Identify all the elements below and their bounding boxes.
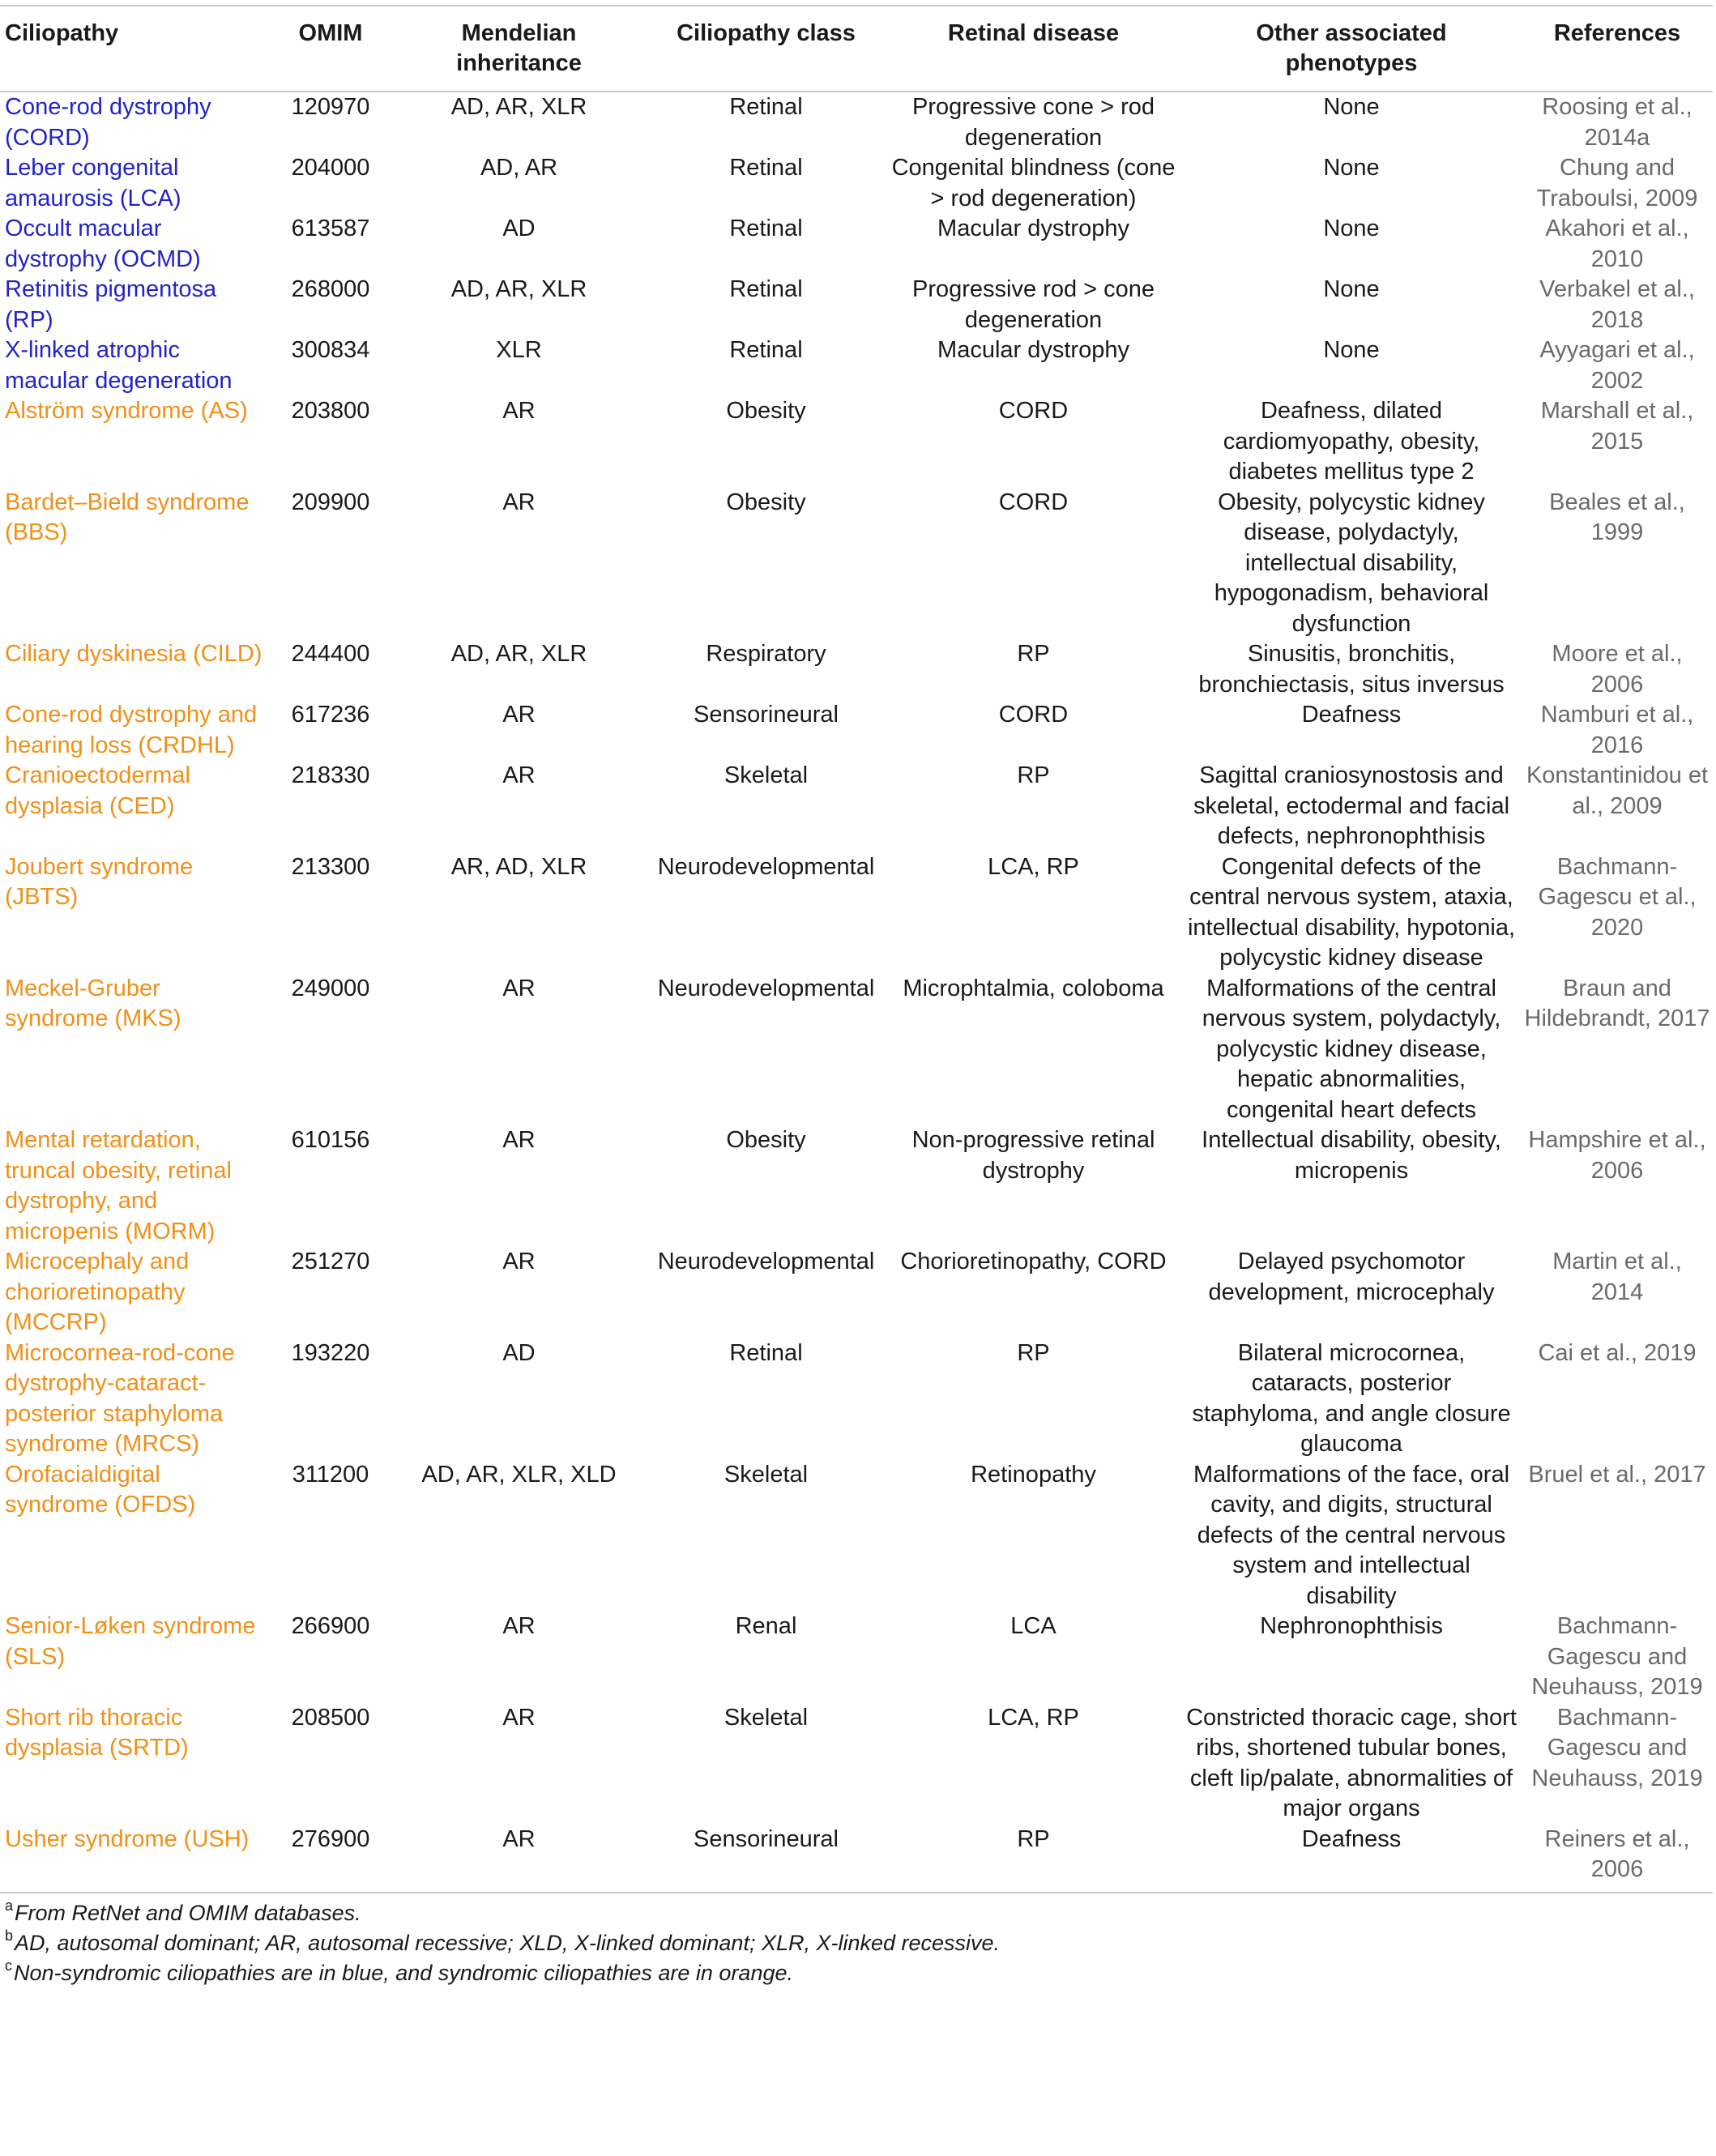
cell-inheritance: AR bbox=[502, 1613, 536, 1639]
footnote-a bbox=[5, 1898, 1713, 1928]
cell-ciliopathy-class: Skeletal bbox=[724, 1461, 809, 1488]
cell-ciliopathy-name: Ciliary dyskinesia (CILD) bbox=[5, 641, 263, 667]
cell-omim: 249000 bbox=[291, 975, 370, 1001]
cell-reference: Verbakel et al., 2018 bbox=[1539, 276, 1695, 333]
cell-associated-phenotypes: Sinusitis, bronchitis, bronchiectasis, situs inversus bbox=[1198, 641, 1505, 698]
cell-inheritance: AD bbox=[502, 1339, 536, 1366]
cell-associated-phenotypes: Nephronophthisis bbox=[1260, 1613, 1443, 1639]
cell-associated-phenotypes: Deafness, dilated cardiomyopathy, obesity, diabetes mellitus type 2 bbox=[1223, 398, 1480, 485]
cell-omim: 610156 bbox=[291, 1127, 370, 1153]
cell-ciliopathy-name: Joubert syndrome (JBTS) bbox=[5, 853, 194, 910]
cell-reference: Bruel et al., 2017 bbox=[1528, 1461, 1706, 1488]
table-row bbox=[0, 396, 1713, 488]
cell-inheritance: AD, AR, XLR bbox=[450, 641, 587, 667]
cell-ciliopathy-name: Meckel-Gruber syndrome (MKS) bbox=[5, 975, 181, 1031]
cell-inheritance: AR bbox=[502, 1704, 536, 1731]
cell-retinal-disease: LCA bbox=[1010, 1613, 1056, 1639]
cell-omim: 213300 bbox=[291, 853, 370, 880]
cell-reference: Bachmann-Gagescu et al., 2020 bbox=[1538, 853, 1697, 941]
cell-inheritance: AR bbox=[502, 398, 536, 424]
cell-ciliopathy-class: Skeletal bbox=[724, 1704, 809, 1731]
cell-omim: 218330 bbox=[291, 762, 370, 788]
cell-associated-phenotypes: None bbox=[1323, 276, 1380, 302]
cell-omim: 300834 bbox=[291, 337, 370, 363]
header-references: References bbox=[1522, 6, 1713, 92]
footnote-text: Non-syndromic ciliopathies are in blue, and syndromic ciliopathies are in orange. bbox=[14, 1960, 793, 1985]
cell-ciliopathy-name: X-linked atrophic macular degeneration bbox=[5, 337, 233, 394]
cell-retinal-disease: Macular dystrophy bbox=[937, 216, 1129, 241]
table-row bbox=[0, 761, 1713, 852]
cell-retinal-disease: CORD bbox=[998, 398, 1069, 424]
cell-inheritance: AR bbox=[502, 975, 536, 1001]
cell-ciliopathy-class: Obesity bbox=[726, 489, 806, 515]
cell-ciliopathy-name: Microcephaly and chorioretinopathy (MCCRP) bbox=[5, 1249, 190, 1335]
cell-retinal-disease: LCA, RP bbox=[988, 1704, 1079, 1731]
cell-ciliopathy-name: Cone-rod dystrophy and hearing loss (CRDHL) bbox=[5, 702, 258, 758]
cell-associated-phenotypes: Obesity, polycystic kidney disease, polydactyly, intellectual disability, hypogonadism, behavioral dysfunction bbox=[1214, 489, 1489, 637]
cell-reference: Akahori et al., 2010 bbox=[1545, 216, 1689, 272]
cell-omim: 120970 bbox=[291, 94, 370, 120]
cell-retinal-disease: LCA, RP bbox=[988, 853, 1079, 880]
cell-retinal-disease: CORD bbox=[998, 702, 1069, 728]
cell-ciliopathy-class: Renal bbox=[735, 1613, 797, 1639]
table-row bbox=[0, 1247, 1713, 1338]
footnote-text: AD, autosomal dominant; AR, autosomal recessive; XLD, X-linked dominant; XLR, X-linked recessive. bbox=[15, 1930, 1001, 1955]
cell-associated-phenotypes: Deafness bbox=[1301, 1825, 1402, 1852]
table-row bbox=[0, 639, 1713, 700]
table-row bbox=[0, 214, 1713, 275]
cell-retinal-disease: Progressive cone > rod degeneration bbox=[911, 94, 1155, 151]
footnotes bbox=[0, 1892, 1713, 1988]
cell-ciliopathy-name: Bardet–Bield syndrome (BBS) bbox=[5, 489, 250, 545]
cell-reference: Cai et al., 2019 bbox=[1538, 1339, 1697, 1366]
cell-ciliopathy-class: Sensorineural bbox=[694, 702, 839, 728]
cell-ciliopathy-class: Retinal bbox=[729, 94, 803, 120]
cell-retinal-disease: Microphtalmia, coloboma bbox=[903, 975, 1164, 1001]
cell-reference: Bachmann-Gagescu and Neuhauss, 2019 bbox=[1531, 1613, 1703, 1700]
table-row bbox=[0, 92, 1713, 153]
cell-omim: 244400 bbox=[291, 641, 370, 667]
cell-ciliopathy-class: Neurodevelopmental bbox=[657, 975, 875, 1001]
cell-ciliopathy-class: Respiratory bbox=[706, 641, 826, 667]
table-row bbox=[0, 1338, 1713, 1460]
cell-ciliopathy-class: Neurodevelopmental bbox=[657, 1249, 875, 1274]
cell-reference: Chung and Traboulsi, 2009 bbox=[1536, 155, 1698, 211]
cell-retinal-disease: Progressive rod > cone degeneration bbox=[911, 276, 1155, 333]
cell-inheritance: AD bbox=[502, 216, 536, 241]
cell-retinal-disease: Non-progressive retinal dystrophy bbox=[911, 1127, 1155, 1184]
cell-ciliopathy-name: Orofacialdigital syndrome (OFDS) bbox=[5, 1461, 196, 1518]
table-row bbox=[0, 1125, 1713, 1247]
header-inheritance: Mendelian inheritance bbox=[391, 6, 647, 92]
cell-omim: 208500 bbox=[291, 1704, 370, 1731]
cell-retinal-disease: Retinopathy bbox=[971, 1461, 1096, 1488]
footnote-text: From RetNet and OMIM databases. bbox=[15, 1900, 361, 1925]
cell-omim: 203800 bbox=[291, 398, 370, 424]
cell-ciliopathy-name: Leber congenital amaurosis (LCA) bbox=[5, 155, 181, 211]
cell-associated-phenotypes: Malformations of the central nervous system, polydactyly, polycystic kidney disease, hepatic abnormalities, congenital heart defects bbox=[1202, 975, 1501, 1123]
cell-ciliopathy-class: Retinal bbox=[729, 337, 803, 363]
cell-inheritance: AD, AR, XLR bbox=[450, 94, 587, 120]
cell-omim: 276900 bbox=[291, 1825, 370, 1852]
footnote-c bbox=[5, 1958, 1713, 1988]
cell-reference: Konstantinidou et al., 2009 bbox=[1526, 762, 1709, 819]
header-ciliopathy: Ciliopathy bbox=[0, 6, 270, 92]
cell-inheritance: AR, AD, XLR bbox=[450, 853, 587, 880]
cell-omim: 204000 bbox=[291, 155, 370, 181]
cell-retinal-disease: RP bbox=[1017, 762, 1050, 788]
cell-ciliopathy-class: Retinal bbox=[729, 155, 803, 181]
cell-ciliopathy-name: Occult macular dystrophy (OCMD) bbox=[5, 216, 201, 272]
cell-reference: Moore et al., 2006 bbox=[1552, 641, 1683, 698]
cell-associated-phenotypes: Delayed psychomotor development, microcephaly bbox=[1208, 1249, 1495, 1305]
cell-inheritance: AD, AR, XLR, XLD bbox=[421, 1461, 617, 1488]
cell-ciliopathy-name: Senior-Løken syndrome (SLS) bbox=[5, 1613, 256, 1670]
cell-reference: Namburi et al., 2016 bbox=[1540, 702, 1694, 758]
table-row bbox=[0, 1703, 1713, 1825]
cell-retinal-disease: RP bbox=[1017, 641, 1050, 667]
table-row bbox=[0, 852, 1713, 974]
cell-omim: 268000 bbox=[291, 276, 370, 302]
cell-omim: 193220 bbox=[291, 1339, 370, 1366]
cell-ciliopathy-name: Cranioectodermal dysplasia (CED) bbox=[5, 762, 190, 819]
cell-omim: 311200 bbox=[292, 1461, 369, 1488]
cell-omim: 613587 bbox=[291, 216, 370, 241]
cell-omim: 251270 bbox=[291, 1249, 370, 1274]
table-row bbox=[0, 153, 1713, 214]
table-row bbox=[0, 1825, 1713, 1892]
header-class: Ciliopathy class bbox=[647, 6, 886, 92]
table-row bbox=[0, 335, 1713, 396]
cell-ciliopathy-name: Cone-rod dystrophy (CORD) bbox=[5, 94, 211, 151]
cell-associated-phenotypes: Intellectual disability, obesity, micropenis bbox=[1202, 1127, 1501, 1184]
cell-associated-phenotypes: None bbox=[1323, 216, 1380, 241]
table-row bbox=[0, 275, 1713, 335]
footnote-mark: b bbox=[5, 1927, 14, 1944]
cell-inheritance: XLR bbox=[496, 337, 542, 363]
cell-ciliopathy-name: Usher syndrome (USH) bbox=[5, 1825, 250, 1852]
cell-inheritance: AR bbox=[502, 489, 536, 515]
cell-ciliopathy-name: Alström syndrome (AS) bbox=[5, 398, 248, 424]
header-omim: OMIM bbox=[270, 6, 391, 92]
cell-inheritance: AD, AR bbox=[480, 155, 558, 181]
cell-ciliopathy-class: Neurodevelopmental bbox=[657, 853, 875, 880]
cell-omim: 617236 bbox=[291, 702, 370, 728]
cell-retinal-disease: RP bbox=[1017, 1825, 1050, 1852]
table-header-row bbox=[0, 6, 1713, 92]
table-row bbox=[0, 700, 1713, 761]
cell-ciliopathy-class: Retinal bbox=[729, 276, 803, 302]
cell-ciliopathy-class: Sensorineural bbox=[694, 1825, 839, 1852]
cell-ciliopathy-name: Microcornea-rod-cone dystrophy-cataract-posterior staphyloma syndrome (MRCS) bbox=[5, 1339, 235, 1457]
cell-associated-phenotypes: Malformations of the face, oral cavity, and digits, structural defects of the central nervous system and intellectual disability bbox=[1193, 1461, 1510, 1609]
table-row bbox=[0, 1460, 1713, 1612]
cell-ciliopathy-class: Retinal bbox=[729, 1339, 803, 1366]
ciliopathy-table bbox=[0, 5, 1713, 1892]
cell-associated-phenotypes: None bbox=[1323, 155, 1380, 181]
cell-retinal-disease: RP bbox=[1017, 1339, 1050, 1366]
footnote-mark: a bbox=[5, 1897, 14, 1914]
table-row bbox=[0, 1612, 1713, 1703]
cell-retinal-disease: Congenital blindness (cone > rod degeneration) bbox=[891, 155, 1176, 211]
cell-ciliopathy-class: Obesity bbox=[726, 398, 806, 424]
cell-associated-phenotypes: Constricted thoracic cage, short ribs, shortened tubular bones, cleft lip/palate, abnormalities of major organs bbox=[1186, 1704, 1517, 1821]
cell-reference: Martin et al., 2014 bbox=[1552, 1249, 1682, 1305]
cell-ciliopathy-name: Mental retardation, truncal obesity, retinal dystrophy, and micropenis (MORM) bbox=[5, 1127, 232, 1245]
cell-inheritance: AR bbox=[502, 1825, 536, 1852]
cell-associated-phenotypes: Deafness bbox=[1301, 702, 1402, 728]
cell-omim: 266900 bbox=[291, 1613, 370, 1639]
cell-reference: Marshall et al., 2015 bbox=[1540, 398, 1694, 455]
cell-reference: Hampshire et al., 2006 bbox=[1528, 1127, 1706, 1184]
cell-retinal-disease: Chorioretinopathy, CORD bbox=[900, 1249, 1167, 1274]
cell-inheritance: AR bbox=[502, 702, 536, 728]
cell-ciliopathy-class: Obesity bbox=[726, 1127, 806, 1153]
cell-reference: Ayyagari et al., 2002 bbox=[1539, 337, 1695, 394]
cell-retinal-disease: Macular dystrophy bbox=[937, 337, 1129, 363]
table-row bbox=[0, 974, 1713, 1126]
cell-associated-phenotypes: Sagittal craniosynostosis and skeletal, ectodermal and facial defects, nephronophthisis bbox=[1193, 762, 1510, 849]
cell-inheritance: AR bbox=[502, 762, 536, 788]
cell-associated-phenotypes: Bilateral microcornea, cataracts, posterior staphyloma, and angle closure glaucoma bbox=[1192, 1339, 1511, 1457]
header-retinal-disease: Retinal disease bbox=[886, 6, 1181, 92]
cell-reference: Roosing et al., 2014a bbox=[1542, 94, 1693, 151]
cell-associated-phenotypes: None bbox=[1323, 94, 1380, 120]
header-phenotypes: Other associated phenotypes bbox=[1181, 6, 1522, 92]
cell-inheritance: AR bbox=[502, 1127, 536, 1153]
cell-ciliopathy-class: Retinal bbox=[729, 216, 803, 241]
cell-ciliopathy-name: Short rib thoracic dysplasia (SRTD) bbox=[5, 1704, 189, 1761]
cell-reference: Reiners et al., 2006 bbox=[1544, 1825, 1690, 1882]
cell-omim: 209900 bbox=[291, 489, 370, 515]
cell-reference: Beales et al., 1999 bbox=[1549, 489, 1685, 545]
cell-ciliopathy-name: Retinitis pigmentosa (RP) bbox=[5, 276, 217, 333]
footnote-mark: c bbox=[5, 1957, 12, 1974]
cell-reference: Braun and Hildebrandt, 2017 bbox=[1524, 975, 1710, 1031]
cell-associated-phenotypes: Congenital defects of the central nervous system, ataxia, intellectual disability, hypotonia, polycystic kidney disease bbox=[1187, 853, 1516, 971]
cell-inheritance: AR bbox=[502, 1249, 536, 1274]
table-row bbox=[0, 488, 1713, 640]
cell-retinal-disease: CORD bbox=[998, 489, 1069, 515]
footnote-b bbox=[5, 1928, 1713, 1958]
cell-reference: Bachmann-Gagescu and Neuhauss, 2019 bbox=[1531, 1704, 1703, 1791]
cell-inheritance: AD, AR, XLR bbox=[450, 276, 587, 302]
cell-ciliopathy-class: Skeletal bbox=[724, 762, 809, 788]
cell-associated-phenotypes: None bbox=[1323, 337, 1380, 363]
